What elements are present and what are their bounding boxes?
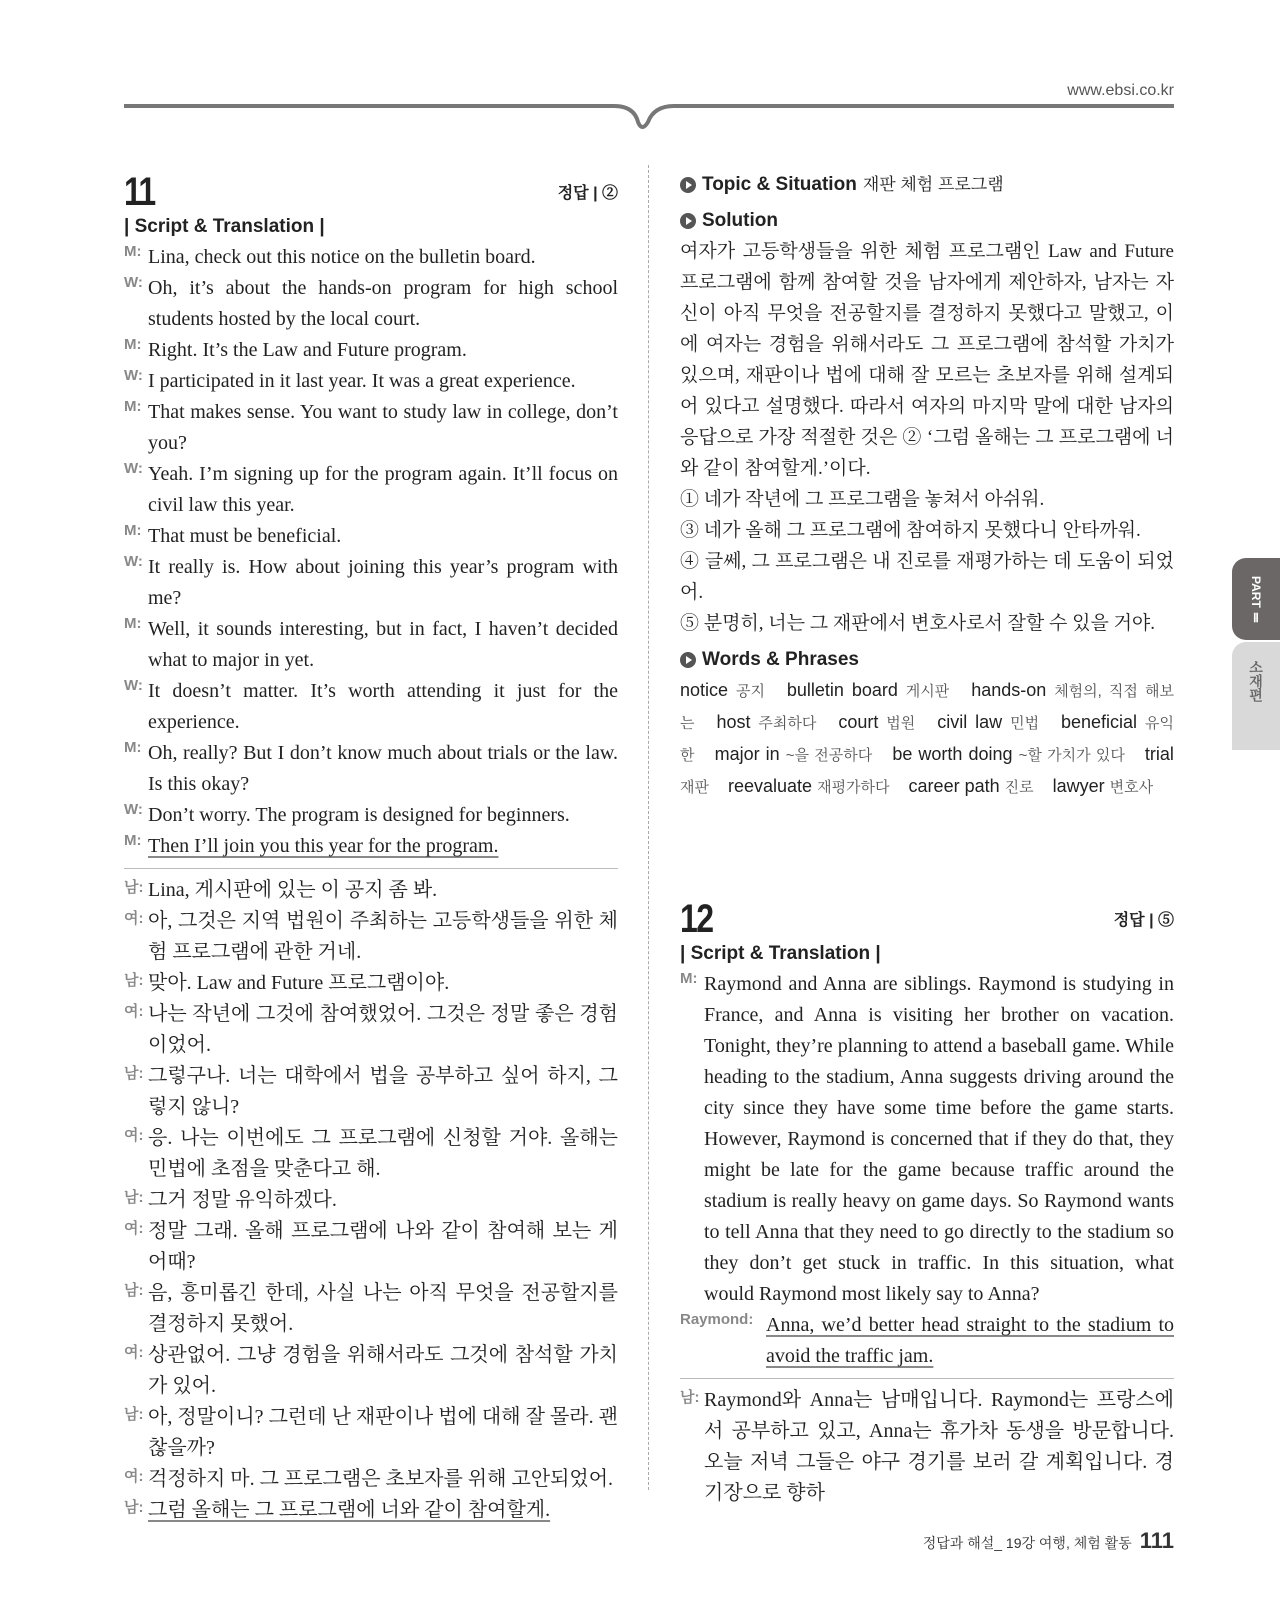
option-item: ⑤ 분명히, 너는 그 재판에서 변호사로서 잘할 수 있을 거야. — [680, 613, 1156, 634]
dialogue-line — [124, 397, 618, 459]
question-number: 11 — [124, 170, 155, 214]
speaker-label: 여: — [124, 1344, 144, 1361]
speaker-label: M: — [124, 832, 142, 849]
line-text: It really is. How about joining this year’s program with me? — [148, 556, 618, 609]
dialogue-line — [680, 1385, 1174, 1509]
line-text: It doesn’t matter. It’s worth attending it just for the experience. — [148, 680, 618, 733]
options-list — [680, 484, 1174, 639]
dialogue-line — [124, 521, 618, 552]
option-item: ④ 글쎄, 그 프로그램은 내 진로를 재평가하는 데 도움이 되었어. — [680, 551, 1174, 603]
word-term: civil law — [937, 712, 1003, 732]
line-text — [148, 831, 618, 862]
speaker-label: 남: — [124, 879, 144, 896]
dialogue-line — [124, 906, 618, 968]
dialogue-line — [124, 614, 618, 676]
dialogue-line — [124, 242, 618, 273]
word-meaning: 주최하다 — [758, 715, 817, 732]
speaker-label: M: — [124, 336, 142, 353]
word-meaning: 재평가하다 — [817, 779, 890, 796]
line-text: 정말 그래. 올해 프로그램에 나와 같이 참여해 보는 게 어때? — [148, 1220, 618, 1273]
divider — [680, 1378, 1174, 1379]
speaker-label: W: — [124, 553, 143, 570]
speaker-label: 여: — [124, 1003, 144, 1020]
speaker-label: W: — [124, 677, 143, 694]
script-dialogue — [124, 242, 618, 862]
dialogue-line — [124, 335, 618, 366]
dialogue-line — [124, 1216, 618, 1278]
speaker-label: 남: — [124, 972, 144, 989]
play-bullet-icon — [680, 177, 696, 193]
line-text: Yeah. I’m signing up for the program again. It’ll focus on civil law this year. — [148, 463, 618, 516]
dialogue-line — [124, 552, 618, 614]
solution-heading — [680, 206, 1174, 236]
footer-text: 정답과 해설_ 19강 여행, 체험 활동 — [922, 1535, 1132, 1551]
line-text: 상관없어. 그냥 경험을 위해서라도 그것에 참석할 가치가 있어. — [148, 1344, 618, 1397]
word-term: career path — [908, 776, 1000, 796]
word-term: lawyer — [1052, 776, 1105, 796]
dialogue-line — [124, 875, 618, 906]
topic-heading — [680, 170, 1174, 200]
line-text: Raymond와 Anna는 남매입니다. Raymond는 프랑스에서 공부하고 있고, Anna는 휴가차 동생을 방문합니다. 오늘 저녁 그들은 야구 경기를 보러 갈 계획입니다. 경기장으로 향하 — [704, 1389, 1174, 1504]
dialogue-line — [680, 969, 1174, 1310]
word-term: host — [716, 712, 751, 732]
header-divider — [124, 104, 1174, 134]
speaker-label: 여: — [124, 910, 144, 927]
word-term: hands-on — [971, 680, 1047, 700]
dialogue-line — [124, 366, 618, 397]
speaker-label: M: — [124, 522, 142, 539]
speaker-label: M: — [680, 970, 698, 987]
script-title: | Script & Translation | — [124, 216, 325, 237]
site-url: www.ebsi.co.kr — [1067, 82, 1174, 99]
word-meaning: 유익한 — [680, 715, 1174, 764]
q11-script-column — [124, 170, 618, 1526]
topic-title: Topic & Situation — [702, 174, 857, 195]
speaker-label: M: — [124, 243, 142, 260]
line-text: 나는 작년에 그것에 참여했었어. 그것은 정말 좋은 경험이었어. — [148, 1003, 618, 1056]
dialogue-line — [124, 800, 618, 831]
column-divider — [648, 165, 649, 1490]
speaker-label: W: — [124, 274, 143, 291]
line-text: Oh, really? But I don’t know much about trials or the law. Is this okay? — [148, 742, 618, 795]
line-text — [148, 1495, 618, 1526]
dialogue-line — [124, 968, 618, 999]
line-text: 그거 정말 유익하겠다. — [148, 1189, 337, 1211]
dialogue-line — [124, 831, 618, 862]
option-item: ① 네가 작년에 그 프로그램을 놓쳐서 아쉬워. — [680, 489, 1045, 510]
speaker-label: W: — [124, 367, 143, 384]
speaker-label: 남: — [124, 1189, 144, 1206]
translation-dialogue — [680, 1385, 1174, 1509]
speaker-label: Raymond: — [680, 1311, 754, 1328]
dialogue-line — [680, 1310, 1174, 1372]
line-text: 음, 흥미롭긴 한데, 사실 나는 아직 무엇을 전공할지를 결정하지 못했어. — [148, 1282, 618, 1335]
word-term: be worth doing — [892, 744, 1013, 764]
dialogue-line — [124, 459, 618, 521]
line-text: Lina, check out this notice on the bulletin board. — [148, 246, 536, 268]
word-meaning: 법원 — [886, 715, 916, 732]
dialogue-line — [124, 1061, 618, 1123]
script-dialogue — [680, 969, 1174, 1372]
speaker-label: 여: — [124, 1220, 144, 1237]
topic-text: 재판 체험 프로그램 — [862, 175, 1004, 194]
word-term: major in — [714, 744, 780, 764]
line-text: 맞아. Law and Future 프로그램이야. — [148, 972, 450, 994]
play-bullet-icon — [680, 652, 696, 668]
line-text: Don’t worry. The program is designed for beginners. — [148, 804, 570, 826]
speaker-label: 여: — [124, 1468, 144, 1485]
solution-title: Solution — [702, 210, 778, 231]
speaker-label: M: — [124, 739, 142, 756]
word-term: beneficial — [1061, 712, 1138, 732]
word-meaning: 공지 — [735, 683, 765, 700]
line-text: Well, it sounds interesting, but in fact, I haven’t decided what to major in yet. — [148, 618, 618, 671]
dialogue-line — [124, 738, 618, 800]
word-meaning: 체험의, 직접 해보는 — [680, 683, 1174, 732]
word-meaning: ~을 전공하다 — [785, 747, 873, 764]
word-term: bulletin board — [786, 680, 898, 700]
dialogue-line — [124, 676, 618, 738]
dialogue-line — [124, 999, 618, 1061]
option-item: ③ 네가 올해 그 프로그램에 참여하지 못했다니 안타까워. — [680, 520, 1141, 541]
dialogue-line — [124, 1495, 618, 1526]
divider — [124, 868, 618, 869]
words-list — [680, 675, 1174, 803]
word-meaning: 변호사 — [1109, 779, 1154, 796]
speaker-label: M: — [124, 398, 142, 415]
page-number: 111 — [1139, 1528, 1174, 1553]
script-title: | Script & Translation | — [680, 943, 881, 964]
footer — [923, 1528, 1174, 1554]
answer-underline: 그럼 올해는 그 프로그램에 너와 같이 참여할게. — [148, 1499, 551, 1521]
line-text: 아, 그것은 지역 법원이 주최하는 고등학생들을 위한 체험 프로그램에 관한 거네. — [148, 910, 618, 963]
speaker-label: W: — [124, 460, 143, 477]
line-text: Raymond and Anna are siblings. Raymond is studying in France, and Anna is visiting her brother on vacation. Tonight, they’re planning to attend a baseball game. While heading to the stadium, Anna suggests driving around the city since they have some time before the game starts. However, Raymond is concerned that if they do that, they might be late for the game because traffic around the stadium is really heavy on game days. So Raymond wants to tell Anna that they need to go directly to the stadium so they don’t get stuck in traffic. In this situation, what would Raymond most likely say to Anna? — [704, 973, 1174, 1305]
words-title: Words & Phrases — [702, 649, 859, 670]
dialogue-line — [124, 1123, 618, 1185]
line-text: That must be beneficial. — [148, 525, 342, 547]
dialogue-line — [124, 1278, 618, 1340]
dialogue-line — [124, 1340, 618, 1402]
line-text: I participated in it last year. It was a great experience. — [148, 370, 576, 392]
q11-explanation-column — [680, 164, 1174, 1509]
answer-label: 정답 | ⑤ — [1113, 912, 1174, 929]
line-text: 응. 나는 이번에도 그 프로그램에 신청할 거야. 올해는 민법에 초점을 맞춘다고 해. — [148, 1127, 618, 1180]
line-text: 그렇구나. 너는 대학에서 법을 공부하고 싶어 하지, 그렇지 않니? — [148, 1065, 618, 1118]
dialogue-line — [124, 1185, 618, 1216]
speaker-label: M: — [124, 615, 142, 632]
part-tab[interactable]: PART Ⅱ — [1232, 558, 1280, 640]
word-term: court — [838, 712, 879, 732]
speaker-label: 남: — [124, 1406, 144, 1423]
play-bullet-icon — [680, 213, 696, 229]
line-text — [766, 1310, 1174, 1372]
word-meaning: ~할 가치가 있다 — [1018, 747, 1125, 764]
section-tab[interactable]: 소재편 — [1232, 642, 1280, 750]
speaker-label: 남: — [680, 1389, 700, 1406]
words-heading — [680, 645, 1174, 675]
line-text: Lina, 게시판에 있는 이 공지 좀 봐. — [148, 879, 438, 901]
speaker-label: 여: — [124, 1127, 144, 1144]
speaker-label: W: — [124, 801, 143, 818]
dialogue-line — [124, 1464, 618, 1495]
word-term: notice — [680, 680, 729, 700]
answer-underline: Then I’ll join you this year for the program. — [148, 835, 499, 857]
line-text: 걱정하지 마. 그 프로그램은 초보자를 위해 고안되었어. — [148, 1468, 614, 1490]
answer-label: 정답 | ② — [557, 185, 618, 202]
question-number: 12 — [680, 897, 713, 941]
translation-dialogue — [124, 875, 618, 1526]
solution-text: 여자가 고등학생들을 위한 체험 프로그램인 Law and Future 프로그램에 함께 참여할 것을 남자에게 제안하자, 남자는 자신이 아직 무엇을 전공할지를 결정하지 못했다고 말했고, 이에 여자는 경험을 위해서라도 그 프로그램에 참석할 가치가 있으며, 재판이나 법에 대해 잘 모르는 초보자를 위해 설계되어 있다고 설명했다. 따라서 여자의 마지막 말에 대한 남자의 응답으로 가장 적절한 것은 ② ‘그럼 올해는 그 프로그램에 너와 같이 참여할게.’이다. — [680, 241, 1174, 479]
answer-underline: Anna, we’d better head straight to the stadium to avoid the traffic jam. — [766, 1314, 1174, 1367]
line-text: Right. It’s the Law and Future program. — [148, 339, 467, 361]
speaker-label: 남: — [124, 1282, 144, 1299]
word-meaning: 진로 — [1004, 779, 1034, 796]
dialogue-line — [124, 273, 618, 335]
speaker-label: 남: — [124, 1065, 144, 1082]
line-text: That makes sense. You want to study law in college, don’t you? — [148, 401, 618, 454]
dialogue-line — [124, 1402, 618, 1464]
word-meaning: 게시판 — [905, 683, 950, 700]
speaker-label: 남: — [124, 1499, 144, 1516]
line-text: Oh, it’s about the hands-on program for high school students hosted by the local court. — [148, 277, 618, 330]
word-term: trial — [1144, 744, 1174, 764]
word-term: reevaluate — [728, 776, 813, 796]
word-meaning: 재판 — [680, 779, 709, 796]
line-text: 아, 정말이니? 그런데 난 재판이나 법에 대해 잘 몰라. 괜찮을까? — [148, 1406, 618, 1459]
word-meaning: 민법 — [1010, 715, 1040, 732]
